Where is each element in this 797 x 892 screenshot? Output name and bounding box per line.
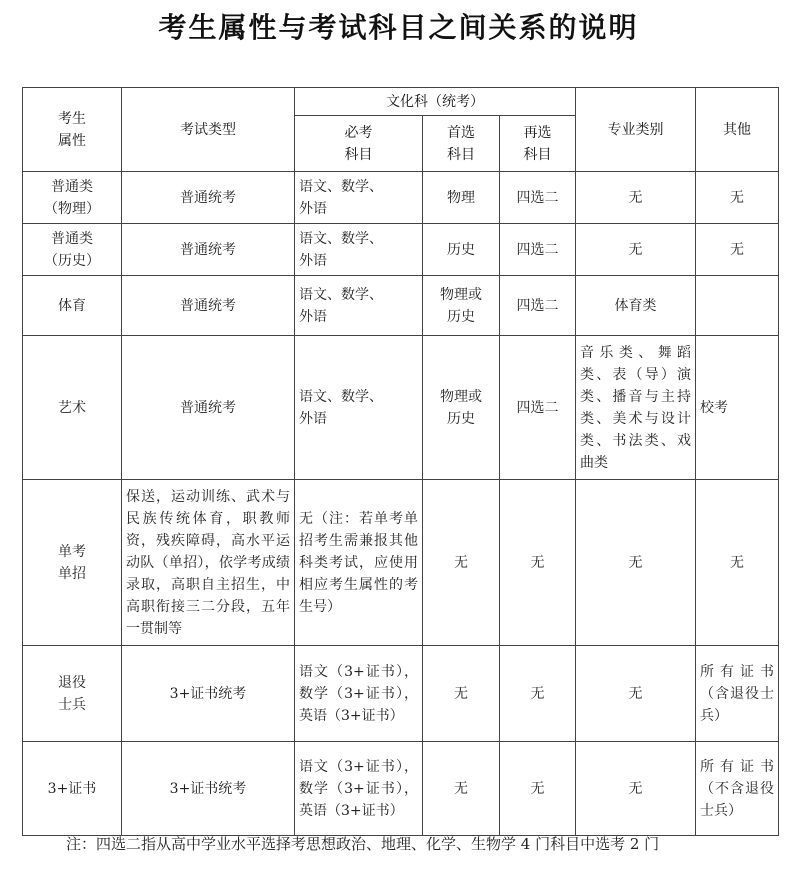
table-row <box>23 480 779 646</box>
cell-required: 语文、数学、 外语 <box>295 276 423 336</box>
table-row <box>23 172 779 224</box>
cell-major: 无 <box>576 742 696 836</box>
header-exam-type: 考试类型 <box>122 88 295 172</box>
cell-second: 无 <box>500 742 576 836</box>
exam-subject-table <box>22 87 779 836</box>
cell-exam-type: 3+证书统考 <box>122 646 295 742</box>
cell-other: 无 <box>696 172 779 224</box>
cell-major: 无 <box>576 172 696 224</box>
page-title: 考生属性与考试科目之间关系的说明 <box>158 11 639 44</box>
cell-required: 语文、数学、 外语 <box>295 224 423 276</box>
cell-second: 四选二 <box>500 336 576 480</box>
cell-attr: 单考 单招 <box>23 480 122 646</box>
table-row <box>23 646 779 742</box>
cell-required: 语文、数学、 外语 <box>295 172 423 224</box>
cell-other: 所有证书（不含退役士兵） <box>696 742 779 836</box>
cell-exam-type: 普通统考 <box>122 224 295 276</box>
table-row <box>23 224 779 276</box>
cell-major: 音乐类、舞蹈类、表（导）演类、播音与主持类、美术与设计类、书法类、戏曲类 <box>576 336 696 480</box>
header-required: 必考 科目 <box>295 116 423 172</box>
cell-exam-type: 普通统考 <box>122 336 295 480</box>
table-row <box>23 336 779 480</box>
cell-major: 无 <box>576 224 696 276</box>
cell-other <box>696 276 779 336</box>
header-major: 专业类别 <box>576 88 696 172</box>
cell-exam-type: 普通统考 <box>122 276 295 336</box>
table-row <box>23 276 779 336</box>
cell-other: 校考 <box>696 336 779 480</box>
cell-major: 体育类 <box>576 276 696 336</box>
cell-second: 无 <box>500 646 576 742</box>
cell-exam-type: 普通统考 <box>122 172 295 224</box>
header-attr: 考生 属性 <box>23 88 122 172</box>
cell-other: 无 <box>696 224 779 276</box>
cell-second: 四选二 <box>500 224 576 276</box>
cell-required: 语文、数学、 外语 <box>295 336 423 480</box>
cell-attr: 普通类 （物理） <box>23 172 122 224</box>
header-second: 再选 科目 <box>500 116 576 172</box>
cell-second: 四选二 <box>500 276 576 336</box>
cell-major: 无 <box>576 646 696 742</box>
cell-first: 无 <box>423 742 500 836</box>
cell-first: 物理或 历史 <box>423 336 500 480</box>
cell-first: 无 <box>423 646 500 742</box>
header-row-1 <box>23 88 779 116</box>
cell-second: 无 <box>500 480 576 646</box>
cell-first: 无 <box>423 480 500 646</box>
cell-first: 物理 <box>423 172 500 224</box>
cell-attr: 退役 士兵 <box>23 646 122 742</box>
cell-exam-type: 保送，运动训练、武术与民族传统体育，职教师资，残疾障碍，高水平运动队（单招），依学考成绩录取，高职自主招生，中高职衔接三二分段，五年一贯制等 <box>122 480 295 646</box>
cell-first: 历史 <box>423 224 500 276</box>
header-other: 其他 <box>696 88 779 172</box>
cell-required: 语文（3+证书），数学（3+证书），英语（3+证书） <box>295 646 423 742</box>
cell-required: 无（注：若单考单招考生需兼报其他科类考试，应使用相应考生属性的考生号） <box>295 480 423 646</box>
cell-other: 无 <box>696 480 779 646</box>
footnote: 注：四选二指从高中学业水平选择考思想政治、地理、化学、生物学 4 门科目中选考 2 门 <box>66 835 660 853</box>
cell-major: 无 <box>576 480 696 646</box>
cell-required: 语文（3+证书），数学（3+证书），英语（3+证书） <box>295 742 423 836</box>
cell-second: 四选二 <box>500 172 576 224</box>
cell-attr: 普通类 （历史） <box>23 224 122 276</box>
cell-attr: 体育 <box>23 276 122 336</box>
table-row <box>23 742 779 836</box>
cell-attr: 3+证书 <box>23 742 122 836</box>
header-culture: 文化科（统考） <box>295 88 576 116</box>
cell-attr: 艺术 <box>23 336 122 480</box>
cell-exam-type: 3+证书统考 <box>122 742 295 836</box>
cell-first: 物理或 历史 <box>423 276 500 336</box>
header-first: 首选 科目 <box>423 116 500 172</box>
cell-other: 所有证书（含退役士兵） <box>696 646 779 742</box>
